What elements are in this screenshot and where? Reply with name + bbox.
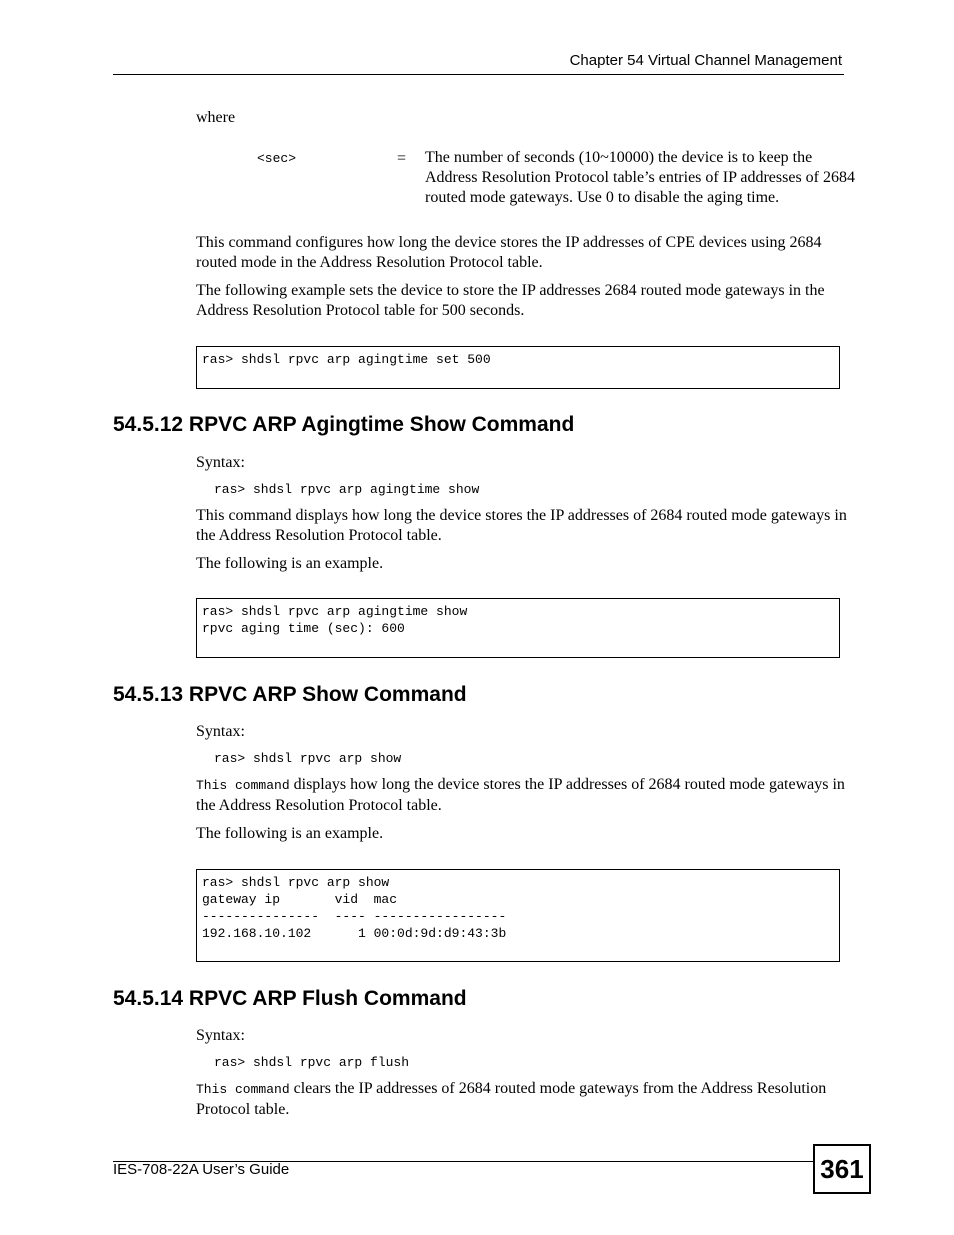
syntax-label: Syntax: — [196, 723, 245, 740]
section-description — [196, 775, 856, 816]
param-equals: = — [397, 150, 407, 167]
syntax-code: ras> shdsl rpvc arp show — [214, 751, 402, 766]
syntax-label: Syntax: — [196, 1027, 245, 1044]
guide-title: IES-708-22A User’s Guide — [113, 1161, 290, 1178]
example-label: The following is an example. — [196, 555, 384, 572]
param-name: <sec> — [257, 151, 297, 166]
description-text: clears the IP addresses of 2684 routed mode gateways from the Address Resolution Protocol table. — [196, 1080, 827, 1118]
header-rule — [113, 74, 844, 75]
syntax-label: Syntax: — [196, 454, 245, 471]
syntax-code: ras> shdsl rpvc arp agingtime show — [214, 482, 480, 497]
section-heading-agingtime-show: 54.5.12 RPVC ARP Agingtime Show Command — [113, 413, 575, 436]
paragraph-configure: This command configures how long the device stores the IP addresses of CPE devices using 2684 routed mode in the Address Resolution Protocol table. — [196, 234, 822, 271]
section-description: This command displays how long the device stores the IP addresses of 2684 routed mode gateways in the Address Resolution Protocol table. — [196, 507, 847, 544]
inline-code: This command — [196, 1082, 290, 1097]
chapter-header: Chapter 54 Virtual Channel Management — [569, 52, 842, 69]
where-label: where — [196, 109, 236, 126]
section-heading-arp-show: 54.5.13 RPVC ARP Show Command — [113, 683, 467, 706]
code-example-agingtime-show: ras> shdsl rpvc arp agingtime show rpvc aging time (sec): 600 — [196, 598, 840, 658]
paragraph-example: The following example sets the device to store the IP addresses 2684 routed mode gateways in the Address Resolution Protocol table for 500 seconds. — [196, 282, 825, 319]
page-number: 361 — [813, 1144, 871, 1194]
code-example-set: ras> shdsl rpvc arp agingtime set 500 — [196, 346, 840, 389]
description-text: displays how long the device stores the IP addresses of 2684 routed mode gateways in the Address Resolution Protocol table. — [196, 776, 845, 814]
section-heading-arp-flush: 54.5.14 RPVC ARP Flush Command — [113, 987, 467, 1010]
syntax-code: ras> shdsl rpvc arp flush — [214, 1055, 410, 1070]
example-label: The following is an example. — [196, 825, 384, 842]
section-description — [196, 1079, 856, 1120]
code-example-arp-show: ras> shdsl rpvc arp show gateway ip vid mac --------------- ---- ----------------- 192.168.10.102 1 00:0d:9d:d9:43:3b — [196, 869, 840, 962]
param-description: The number of seconds (10~10000) the device is to keep the Address Resolution Protocol table’s entries of IP addresses of 2684 routed mode gateways. Use 0 to disable the aging time. — [425, 149, 856, 206]
inline-code: This command — [196, 778, 290, 793]
